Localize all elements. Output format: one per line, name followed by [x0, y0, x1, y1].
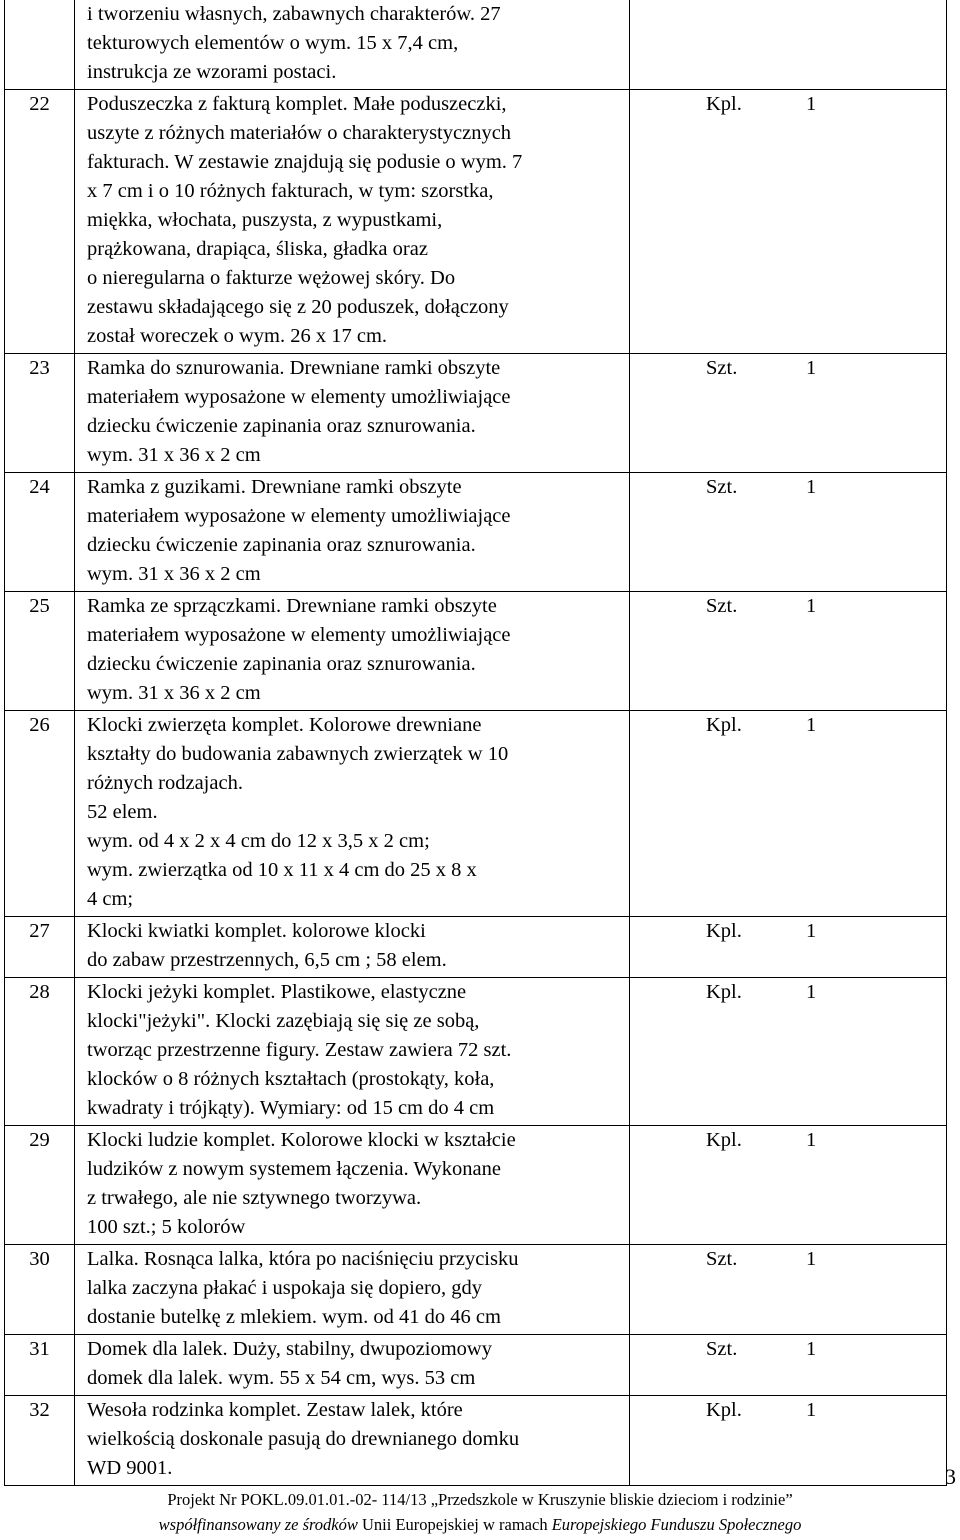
item-number: 29 [5, 1126, 75, 1245]
description-line: klocków o 8 różnych kształtach (prostokąty, koła, [87, 1068, 495, 1090]
item-quantity [630, 90, 947, 354]
table-row [5, 1396, 947, 1486]
unit-label: Kpl. [706, 981, 742, 1003]
unit-label: Szt. [706, 1338, 738, 1360]
description-line: Ramka ze sprzączkami. Drewniane ramki obszyte [87, 595, 497, 617]
description-line: Poduszeczka z fakturą komplet. Małe poduszeczki, [87, 93, 507, 115]
description-line: Klocki ludzie komplet. Kolorowe klocki w kształcie [87, 1129, 516, 1151]
description-lines [87, 1126, 623, 1244]
description-line: ludzików z nowym systemem łączenia. Wykonane [87, 1158, 501, 1180]
item-quantity [630, 1245, 947, 1335]
amount-value: 1 [806, 920, 817, 942]
description-line: dziecku ćwiczenie zapinania oraz sznurowania. [87, 534, 476, 556]
item-description [75, 592, 630, 711]
table-row [5, 1245, 947, 1335]
item-quantity [630, 1335, 947, 1396]
description-lines [87, 90, 623, 353]
item-number: 23 [5, 354, 75, 473]
footer-funding-line [0, 1515, 960, 1535]
description-line: o nieregularna o fakturze wężowej skóry. Do [87, 267, 456, 289]
description-line: Klocki kwiatki komplet. kolorowe klocki [87, 920, 426, 942]
table-body [5, 0, 947, 1486]
amount-value: 1 [806, 714, 817, 736]
description-line: Lalka. Rosnąca lalka, która po naciśnięciu przycisku [87, 1248, 519, 1270]
footer-project-line: Projekt Nr POKL.09.01.01.-02- 114/13 „Przedszkole w Kruszynie bliskie dzieciom i rodzinie” [167, 1490, 793, 1509]
description-line: Ramka z guzikami. Drewniane ramki obszyte [87, 476, 462, 498]
description-line: wym. 31 x 36 x 2 cm [87, 563, 261, 585]
item-quantity [630, 978, 947, 1126]
table-row [5, 711, 947, 917]
item-quantity [630, 917, 947, 978]
description-line: uszyte z różnych materiałów o charakterystycznych [87, 122, 512, 144]
item-quantity [630, 0, 947, 90]
unit-label: Szt. [706, 357, 738, 379]
description-line: materiałem wyposażone w elementy umożliwiające [87, 386, 511, 408]
description-line: dostanie butelkę z mlekiem. wym. od 41 do 46 cm [87, 1306, 501, 1328]
description-line: różnych rodzajach. [87, 772, 243, 794]
amount-value: 1 [806, 1399, 817, 1421]
description-line: lalka zaczyna płakać i uspokaja się dopiero, gdy [87, 1277, 483, 1299]
table-row [5, 978, 947, 1126]
item-number: 25 [5, 592, 75, 711]
table-row [5, 354, 947, 473]
item-quantity [630, 354, 947, 473]
description-line: Domek dla lalek. Duży, stabilny, dwupoziomowy [87, 1338, 492, 1360]
description-line: 100 szt.; 5 kolorów [87, 1216, 246, 1238]
amount-value: 1 [806, 981, 817, 1003]
item-number: 30 [5, 1245, 75, 1335]
item-description [75, 917, 630, 978]
description-line: wym. zwierzątka od 10 x 11 x 4 cm do 25 x 8 x [87, 859, 477, 881]
description-line: dziecku ćwiczenie zapinania oraz sznurowania. [87, 415, 476, 437]
table-row [5, 1126, 947, 1245]
unit-label: Szt. [706, 1248, 738, 1270]
page-number: 3 [945, 1464, 956, 1489]
description-line: instrukcja ze wzorami postaci. [87, 61, 337, 83]
amount-value: 1 [806, 595, 817, 617]
amount-value: 1 [806, 1338, 817, 1360]
item-description [75, 978, 630, 1126]
table-row [5, 592, 947, 711]
table-row [5, 917, 947, 978]
unit-label: Kpl. [706, 920, 742, 942]
description-line: Ramka do sznurowania. Drewniane ramki obszyte [87, 357, 501, 379]
unit-label: Kpl. [706, 1129, 742, 1151]
item-quantity [630, 711, 947, 917]
description-lines [87, 0, 623, 89]
amount-value: 1 [806, 1129, 817, 1151]
unit-label: Kpl. [706, 93, 742, 115]
description-lines [87, 711, 623, 916]
description-line: klocki"jeżyki". Klocki zazębiają się się ze sobą, [87, 1010, 480, 1032]
item-quantity [630, 592, 947, 711]
description-line: wielkością doskonale pasują do drewnianego domku [87, 1428, 520, 1450]
item-quantity [630, 1126, 947, 1245]
description-line: Wesoła rodzinka komplet. Zestaw lalek, które [87, 1399, 463, 1421]
description-line: został woreczek o wym. 26 x 17 cm. [87, 325, 388, 347]
item-description [75, 1126, 630, 1245]
footer-funding-part-a: współfinansowany ze środków [158, 1515, 358, 1534]
amount-value: 1 [806, 476, 817, 498]
description-line: 4 cm; [87, 888, 134, 910]
table-row [5, 0, 947, 90]
description-line: 52 elem. [87, 801, 158, 823]
amount-value: 1 [806, 357, 817, 379]
description-line: fakturach. W zestawie znajdują się podusie o wym. 7 [87, 151, 523, 173]
description-lines [87, 592, 623, 710]
footer-funding-part-c: Europejskiego Funduszu Społecznego [551, 1515, 802, 1534]
item-number: 26 [5, 711, 75, 917]
description-line: wym. od 4 x 2 x 4 cm do 12 x 3,5 x 2 cm; [87, 830, 430, 852]
description-line: materiałem wyposażone w elementy umożliwiające [87, 505, 511, 527]
description-line: x 7 cm i o 10 różnych fakturach, w tym: szorstka, [87, 180, 494, 202]
item-quantity [630, 1396, 947, 1486]
table-row [5, 473, 947, 592]
description-line: tekturowych elementów o wym. 15 x 7,4 cm, [87, 32, 459, 54]
item-number: 32 [5, 1396, 75, 1486]
unit-label: Szt. [706, 476, 738, 498]
item-number: 22 [5, 90, 75, 354]
description-line: prążkowana, drapiąca, śliska, gładka oraz [87, 238, 428, 260]
description-line: wym. 31 x 36 x 2 cm [87, 682, 261, 704]
description-line: materiałem wyposażone w elementy umożliwiające [87, 624, 511, 646]
item-description [75, 354, 630, 473]
unit-label: Szt. [706, 595, 738, 617]
item-description [75, 1335, 630, 1396]
unit-label: Kpl. [706, 714, 742, 736]
description-line: wym. 31 x 36 x 2 cm [87, 444, 261, 466]
item-number [5, 0, 75, 90]
amount-value: 1 [806, 93, 817, 115]
description-line: z trwałego, ale nie sztywnego tworzywa. [87, 1187, 422, 1209]
description-line: dziecku ćwiczenie zapinania oraz sznurowania. [87, 653, 476, 675]
description-lines [87, 1396, 623, 1485]
item-number: 27 [5, 917, 75, 978]
description-line: domek dla lalek. wym. 55 x 54 cm, wys. 53 cm [87, 1367, 476, 1389]
description-line: Klocki jeżyki komplet. Plastikowe, elastyczne [87, 981, 467, 1003]
description-line: WD 9001. [87, 1457, 173, 1479]
table-row [5, 90, 947, 354]
item-quantity [630, 473, 947, 592]
item-number: 28 [5, 978, 75, 1126]
description-line: kształty do budowania zabawnych zwierzątek w 10 [87, 743, 509, 765]
unit-label: Kpl. [706, 1399, 742, 1421]
description-line: zestawu składającego się z 20 poduszek, dołączony [87, 296, 509, 318]
footer-funding-part-b: Unii Europejskiej w ramach [357, 1515, 552, 1534]
description-line: i tworzeniu własnych, zabawnych charakterów. 27 [87, 3, 501, 25]
item-number: 31 [5, 1335, 75, 1396]
specification-table [4, 0, 947, 1486]
description-line: miękka, włochata, puszysta, z wypustkami, [87, 209, 443, 231]
item-description [75, 711, 630, 917]
description-line: do zabaw przestrzennych, 6,5 cm ; 58 elem. [87, 949, 447, 971]
table-row [5, 1335, 947, 1396]
item-description [75, 90, 630, 354]
amount-value: 1 [806, 1248, 817, 1270]
item-description [75, 1396, 630, 1486]
description-line: tworząc przestrzenne figury. Zestaw zawiera 72 szt. [87, 1039, 512, 1061]
description-lines [87, 1245, 623, 1334]
description-line: Klocki zwierzęta komplet. Kolorowe drewniane [87, 714, 482, 736]
item-description [75, 473, 630, 592]
description-lines [87, 978, 623, 1125]
description-lines [87, 473, 623, 591]
description-lines [87, 917, 623, 977]
description-line: kwadraty i trójkąty). Wymiary: od 15 cm do 4 cm [87, 1097, 495, 1119]
description-lines [87, 354, 623, 472]
item-description [75, 1245, 630, 1335]
item-description [75, 0, 630, 90]
description-lines [87, 1335, 623, 1395]
item-number: 24 [5, 473, 75, 592]
